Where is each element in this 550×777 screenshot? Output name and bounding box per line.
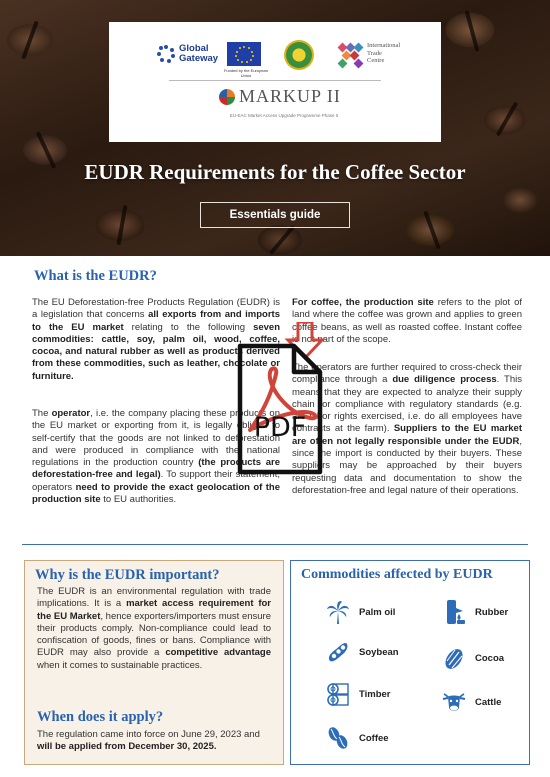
itc-mark-icon	[337, 42, 363, 68]
pdf-label: PDF	[253, 412, 307, 443]
when-paragraph	[37, 729, 271, 754]
bold-run: all exports from and imports to the EU market	[32, 309, 280, 333]
commodity-label: Coffee	[359, 732, 389, 744]
commodities-title: Commodities affected by EUDR	[301, 567, 493, 582]
commodity-soybean	[325, 639, 399, 665]
itc-text-line: Centre	[367, 57, 385, 64]
markup-circle-icon	[219, 89, 235, 105]
commodity-label: Soybean	[359, 646, 399, 658]
global-gateway-text: Global Gateway	[179, 43, 219, 64]
commodity-rubber	[441, 599, 508, 625]
section-divider	[22, 544, 528, 545]
text-run: , since the import is conducted by their buyers. These suppliers may be approached by their buyers requesting data and documentation to show the deforestation-free and legal nature of their operations.	[292, 435, 522, 496]
eu-caption: Funded by the European Union	[223, 68, 269, 78]
bold-run: due diligence process	[392, 374, 497, 386]
why-paragraph	[37, 586, 271, 672]
commodities-panel	[290, 560, 530, 765]
markup-logo	[219, 86, 341, 107]
commodity-label: Rubber	[475, 606, 509, 618]
text-run: The	[32, 408, 52, 419]
markup-wordmark: MARKUP II	[239, 86, 341, 106]
text-run: The regulation came into force on June 29, 2023 and	[37, 729, 260, 740]
partner-logos-card	[109, 22, 441, 142]
text-run: The EUDR is an environmental regulation with trade implications. It is a	[37, 586, 271, 610]
bold-run: will be applied from December 30, 2025.	[37, 741, 217, 753]
rubber-tap-icon	[441, 599, 467, 625]
why-when-panel	[24, 560, 284, 765]
text-run: The EU Deforestation-free Products Regulation (EUDR) is a legislation that concerns	[32, 297, 280, 321]
bold-run: operator	[51, 408, 91, 419]
soybean-icon	[325, 639, 351, 665]
globe-dots-icon	[157, 45, 175, 63]
essentials-guide-label: Essentials guide	[200, 202, 350, 228]
text-run: to EU authorities.	[100, 494, 177, 506]
what-section-title: What is the EUDR?	[34, 268, 157, 284]
bold-run: For coffee, the production site	[292, 297, 434, 308]
commodity-label: Timber	[359, 688, 391, 700]
text-run: relating to the following	[123, 321, 254, 333]
page-title: EUDR Requirements for the Coffee Sector	[84, 160, 466, 184]
itc-logo	[337, 42, 400, 68]
cocoa-pod-icon	[441, 645, 467, 671]
itc-text-line: Trade	[367, 49, 382, 57]
eac-emblem-icon	[284, 40, 314, 70]
bold-run: (the products are deforestation-free and legal)	[32, 457, 280, 481]
pdf-download-overlay[interactable]	[230, 322, 330, 482]
commodity-coffee	[325, 725, 389, 751]
bold-run: market access requirement for the EU Market	[37, 598, 272, 622]
text-run: . To support their statement, operators	[32, 469, 280, 493]
commodity-label: Cocoa	[475, 652, 505, 664]
why-section-title: Why is the EUDR important?	[35, 567, 220, 583]
commodity-cocoa	[441, 645, 504, 671]
log-icon	[325, 681, 351, 707]
bold-run: seven commodities: cattle, soy, palm oil, wood, coffee, cocoa, and natural rubber as well as products derived from these commodities, such as leather, chocolate or furniture.	[32, 321, 280, 382]
commodity-palm-oil	[325, 599, 395, 625]
coffee-beans-icon	[325, 725, 351, 751]
pdf-file-icon	[230, 322, 330, 482]
palm-tree-icon	[325, 599, 351, 625]
global-gateway-logo	[157, 44, 227, 64]
bold-run: need to provide the exact geolocation of the production site	[32, 481, 281, 506]
cow-icon	[441, 689, 467, 715]
bold-run: competitive advantage	[165, 647, 272, 659]
eu-flag-icon	[227, 42, 261, 66]
text-run: refers to the plot of land where the coffee was grown and applies to green coffee beans, as well as roasted coffee. Instant coffee is not part of the scope.	[292, 297, 523, 345]
commodity-cattle	[441, 689, 501, 715]
markup-subtitle: EU-EAC Market Access Upgrade Programme Phase II	[229, 113, 339, 118]
text-run: The operators are further required to cross-check their compliance through a	[292, 362, 522, 386]
when-section-title: When does it apply?	[37, 709, 164, 725]
hero-banner	[0, 0, 550, 256]
bold-run: Suppliers to the EU market are often not legally responsible under the EUDR	[292, 423, 522, 447]
commodity-label: Palm oil	[359, 606, 396, 618]
text-run: when it comes to sustainable practices.	[37, 659, 203, 671]
commodity-label: Cattle	[475, 696, 502, 708]
text-run: , i.e. the company placing these products on the EU market or exporting from it, is legally obliged to self-certify that the goods are not linked to deforestation and were produced in compliance with the national regulations in the production country	[32, 408, 280, 469]
itc-text-line: International	[367, 42, 401, 49]
text-run: . This means that they are expected to analyze their supply chain for compliance with regulatory standards (e.g. are labor rights exercised, i.e. do all employees have contracts at the farm).	[292, 374, 522, 435]
commodity-timber	[325, 681, 391, 707]
text-run: , hence exporters/importers must ensure their products comply. Non-compliance could lead to confiscation of goods, fines or bans. Compliance with EUDR may also provide a	[37, 610, 271, 659]
logo-divider	[169, 80, 381, 81]
